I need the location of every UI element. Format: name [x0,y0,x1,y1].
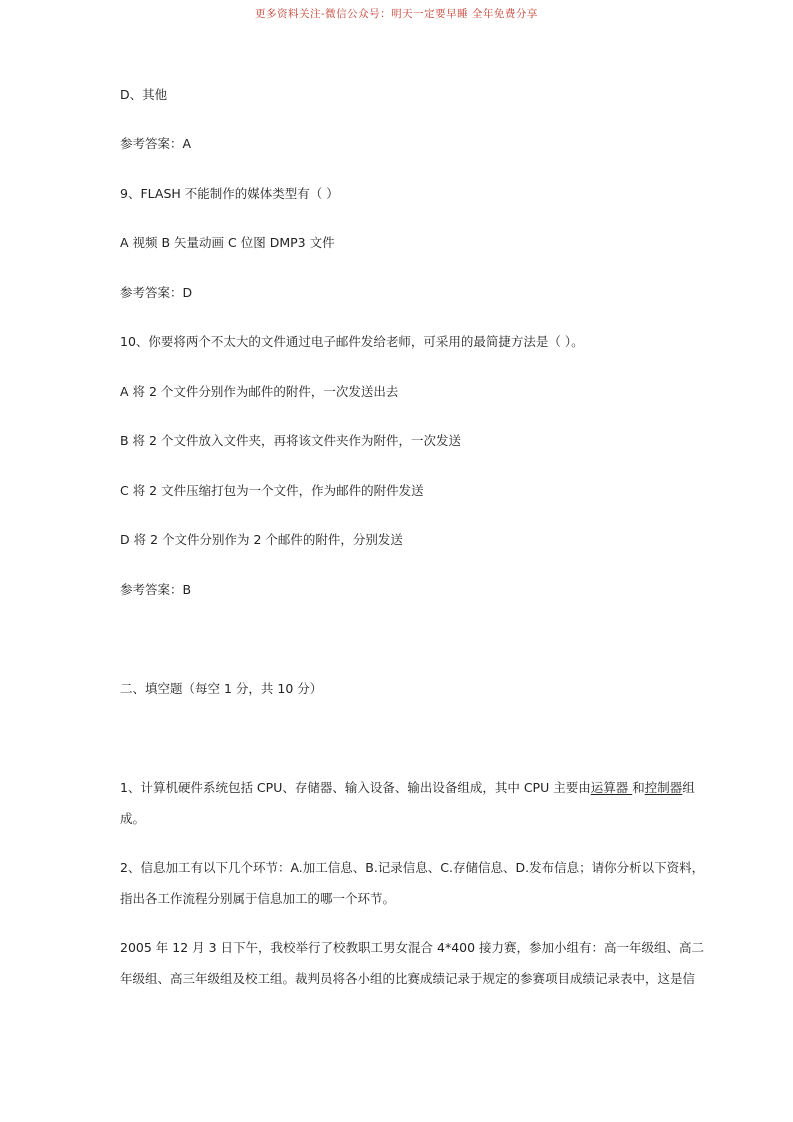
fill1-suffix: 组 [682,780,695,795]
fill-question-2-line-2: 指出各工作流程分别属于信息加工的哪一个环节。 [120,891,396,906]
fill-question-1 [120,780,695,796]
answer-10: 参考答案：B [120,582,192,597]
option-d-other: D、其他 [120,87,168,102]
answer-9: 参考答案：D [120,285,193,300]
question-10-option-c: C 将 2 文件压缩打包为一个文件，作为邮件的附件发送 [120,483,424,498]
fill1-blank-2: 控制器 [644,780,683,795]
question-10-option-a: A 将 2 个文件分别作为邮件的附件，一次发送出去 [120,384,399,399]
fill1-blank-1: 运算器 [590,780,633,795]
question-10-option-d: D 将 2 个文件分别作为 2 个邮件的附件，分别发送 [120,532,403,547]
question-10-option-b: B 将 2 个文件放入文件夹，再将该文件夹作为附件，一次发送 [120,433,461,448]
fill1-prefix: 1、计算机硬件系统包括 CPU、存储器、输入设备、输出设备组成，其中 CPU 主要由 [120,780,591,795]
section-title: 二、填空题（每空 1 分，共 10 分） [120,681,323,696]
paragraph-line-2: 年级组、高三年级组及校工组。裁判员将各小组的比赛成绩记录于规定的参赛项目成绩记录表中，这是信 [120,971,696,986]
fill-question-1-line-2: 成。 [120,811,146,826]
answer-8: 参考答案：A [120,136,192,151]
question-9-options: A 视频 B 矢量动画 C 位图 DMP3 文件 [120,235,335,250]
question-10: 10、你要将两个不太大的文件通过电子邮件发给老师，可采用的最简捷方法是（ ）。 [120,334,584,349]
fill1-mid: 和 [632,780,645,795]
header-banner: 更多资料关注-微信公众号：明天一定要早睡 全年免费分享 [255,8,538,20]
paragraph-line-1: 2005 年 12 月 3 日下午，我校举行了校教职工男女混合 4*400 接力赛，参加小组有：高一年级组、高二 [120,940,705,955]
question-9: 9、FLASH 不能制作的媒体类型有（ ） [120,186,339,201]
fill-question-2-line-1: 2、信息加工有以下几个环节：A.加工信息、B.记录信息、C.存储信息、D.发布信息；请你分析以下资料， [120,860,705,875]
